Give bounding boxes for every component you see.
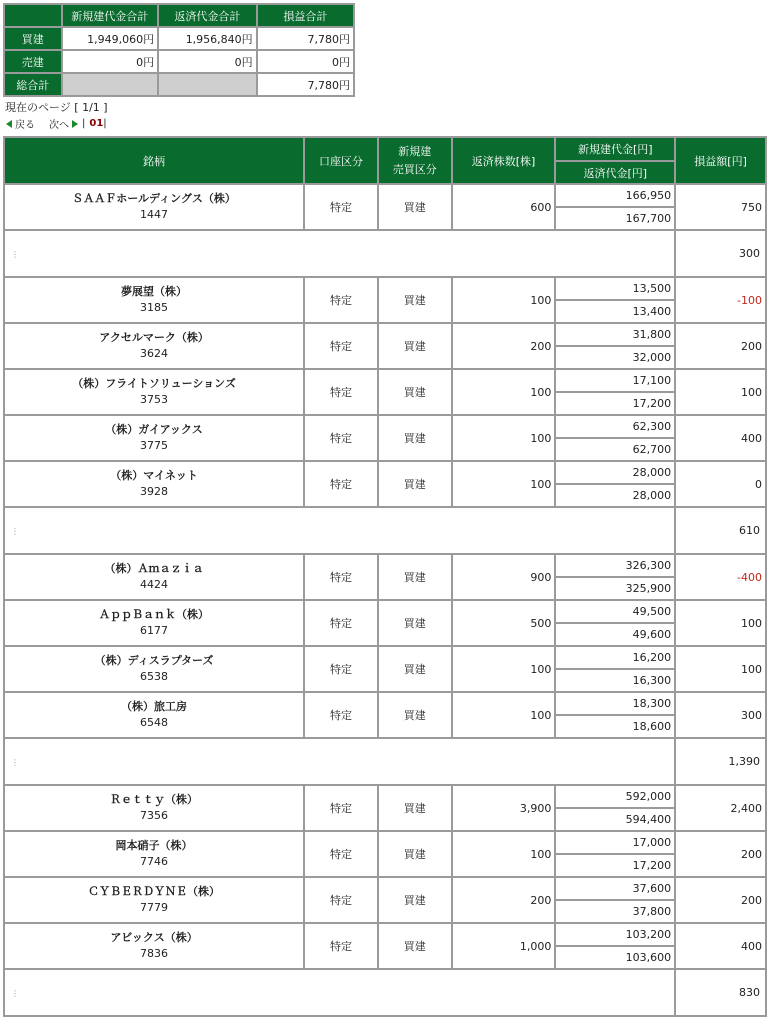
trade-type: 買建: [378, 415, 452, 461]
new-amount: 13,500: [555, 277, 675, 300]
repay-amount: 32,000: [555, 346, 675, 369]
profit-loss: 100: [675, 646, 766, 692]
stock-name[interactable]: （株）Ａｍａｚｉａ: [104, 562, 204, 575]
new-amount: 31,800: [555, 323, 675, 346]
stock-name-cell: [4, 277, 304, 323]
pager: [6, 116, 107, 131]
table-row: [4, 184, 766, 207]
stock-name[interactable]: （株）マイネット: [110, 469, 198, 482]
stock-name-cell: [4, 923, 304, 969]
repay-amount: 28,000: [555, 484, 675, 507]
subtotal-marker: ⋮: [11, 527, 19, 536]
trade-type: 買建: [378, 369, 452, 415]
return-shares: 3,900: [452, 785, 556, 831]
stock-name-cell: [4, 415, 304, 461]
pager-separator: |: [82, 118, 86, 129]
page-link-01[interactable]: 01: [89, 118, 104, 129]
return-shares: 200: [452, 877, 556, 923]
header-new-amount: 新規建代金[円]: [555, 137, 675, 161]
stock-code: 1447: [140, 208, 169, 221]
new-amount: 16,200: [555, 646, 675, 669]
new-amount: 166,950: [555, 184, 675, 207]
stock-name-cell: [4, 692, 304, 738]
repay-amount: 17,200: [555, 392, 675, 415]
repay-amount: 13,400: [555, 300, 675, 323]
summary-corner: [4, 4, 62, 27]
stock-code: 7746: [140, 855, 169, 868]
trade-type: 買建: [378, 277, 452, 323]
profit-loss: 2,400: [675, 785, 766, 831]
account-type: 特定: [304, 461, 378, 507]
stock-code: 3185: [140, 301, 169, 314]
account-type: 特定: [304, 277, 378, 323]
header-name: 銘柄: [4, 137, 304, 184]
subtotal-marker: ⋮: [11, 758, 19, 767]
stock-name[interactable]: （株）フライトソリューションズ: [72, 377, 236, 390]
account-type: 特定: [304, 646, 378, 692]
stock-name[interactable]: Ｒｅｔｔｙ（株）: [110, 793, 199, 806]
stock-name[interactable]: アクセルマーク（株）: [99, 331, 209, 344]
stock-code: 6548: [140, 716, 169, 729]
summary-label-buy: 買建: [4, 27, 62, 50]
stock-code: 3753: [140, 393, 169, 406]
repay-amount: 62,700: [555, 438, 675, 461]
stock-name-cell: [4, 184, 304, 230]
table-header-row-1: [4, 137, 766, 161]
summary-sell-new: 0円: [62, 50, 159, 73]
repay-amount: 18,600: [555, 715, 675, 738]
table-row: [4, 554, 766, 577]
account-type: 特定: [304, 877, 378, 923]
subtotal-row: [4, 969, 766, 1016]
return-shares: 100: [452, 692, 556, 738]
repay-amount: 49,600: [555, 623, 675, 646]
new-amount: 326,300: [555, 554, 675, 577]
subtotal-row: [4, 738, 766, 785]
stock-name[interactable]: 岡本硝子（株）: [115, 839, 193, 852]
account-type: 特定: [304, 923, 378, 969]
stock-name-cell: [4, 877, 304, 923]
summary-sell-repay: 0円: [158, 50, 257, 73]
summary-header-new: 新規建代金合計: [62, 4, 159, 27]
table-row: [4, 877, 766, 900]
new-amount: 18,300: [555, 692, 675, 715]
stock-name-cell: [4, 323, 304, 369]
account-type: 特定: [304, 600, 378, 646]
stock-name-cell: [4, 831, 304, 877]
new-amount: 37,600: [555, 877, 675, 900]
trade-type: 買建: [378, 184, 452, 230]
table-row: [4, 923, 766, 946]
return-shares: 500: [452, 600, 556, 646]
stock-code: 7779: [140, 901, 169, 914]
table-row: [4, 461, 766, 484]
subtotal-row: [4, 230, 766, 277]
profit-loss: 400: [675, 415, 766, 461]
account-type: 特定: [304, 831, 378, 877]
new-amount: 17,000: [555, 831, 675, 854]
summary-label-total: 総合計: [4, 73, 62, 96]
positions-table: [3, 136, 767, 1017]
account-type: 特定: [304, 184, 378, 230]
profit-loss: 200: [675, 831, 766, 877]
trade-type: 買建: [378, 461, 452, 507]
stock-name[interactable]: （株）ディスラプターズ: [94, 654, 214, 667]
header-repay-amount: 返済代金[円]: [555, 161, 675, 184]
subtotal-pl: 610: [675, 507, 766, 554]
profit-loss: 300: [675, 692, 766, 738]
table-row: [4, 415, 766, 438]
table-row: [4, 831, 766, 854]
summary-header-pl: 損益合計: [257, 4, 354, 27]
pager-separator-end: |: [103, 118, 107, 129]
repay-amount: 325,900: [555, 577, 675, 600]
return-shares: 100: [452, 369, 556, 415]
profit-loss: 0: [675, 461, 766, 507]
return-shares: 1,000: [452, 923, 556, 969]
summary-row-sell: [4, 50, 354, 73]
stock-code: 3624: [140, 347, 169, 360]
stock-name[interactable]: アビックス（株）: [110, 931, 198, 944]
table-row: [4, 323, 766, 346]
profit-loss: 100: [675, 600, 766, 646]
summary-buy-new: 1,949,060円: [62, 27, 159, 50]
table-row: [4, 600, 766, 623]
account-type: 特定: [304, 785, 378, 831]
stock-name[interactable]: （株）旅工房: [121, 700, 188, 713]
stock-name-cell: [4, 554, 304, 600]
prev-link[interactable]: 戻る: [15, 120, 35, 131]
subtotal-marker: ⋮: [11, 989, 19, 998]
stock-name[interactable]: ＣＹＢＥＲＤＹＮＥ（株）: [88, 885, 221, 898]
subtotal-blank: [4, 969, 675, 1016]
account-type: 特定: [304, 369, 378, 415]
stock-name[interactable]: ＳＡＡＦホールディングス（株）: [72, 192, 236, 205]
summary-label-sell: 売建: [4, 50, 62, 73]
trade-type: 買建: [378, 692, 452, 738]
return-shares: 100: [452, 831, 556, 877]
table-row: [4, 277, 766, 300]
table-row: [4, 369, 766, 392]
profit-loss: 750: [675, 184, 766, 230]
current-page-indicator: 現在のページ [ 1/1 ]: [5, 101, 108, 114]
summary-header-row: [4, 4, 354, 27]
subtotal-marker: ⋮: [11, 250, 19, 259]
stock-name[interactable]: （株）ガイアックス: [105, 423, 203, 436]
profit-loss: 400: [675, 923, 766, 969]
new-amount: 592,000: [555, 785, 675, 808]
next-link[interactable]: 次へ: [49, 120, 69, 131]
subtotal-pl: 1,390: [675, 738, 766, 785]
summary-row-total: [4, 73, 354, 96]
subtotal-row: [4, 507, 766, 554]
subtotal-blank: [4, 507, 675, 554]
trade-type: 買建: [378, 600, 452, 646]
summary-buy-repay: 1,956,840円: [158, 27, 257, 50]
return-shares: 100: [452, 415, 556, 461]
summary-buy-pl: 7,780円: [257, 27, 354, 50]
return-shares: 900: [452, 554, 556, 600]
stock-code: 7836: [140, 947, 169, 960]
return-shares: 200: [452, 323, 556, 369]
profit-loss: -400: [675, 554, 766, 600]
subtotal-pl: 300: [675, 230, 766, 277]
stock-name-cell: [4, 369, 304, 415]
repay-amount: 103,600: [555, 946, 675, 969]
stock-code: 3928: [140, 485, 169, 498]
return-shares: 100: [452, 461, 556, 507]
subtotal-blank: [4, 230, 675, 277]
triangle-right-icon: [72, 120, 78, 128]
stock-code: 4424: [140, 578, 169, 591]
stock-code: 7356: [140, 809, 169, 822]
summary-row-buy: [4, 27, 354, 50]
stock-name-cell: [4, 785, 304, 831]
stock-code: 6177: [140, 624, 169, 637]
repay-amount: 17,200: [555, 854, 675, 877]
trade-type: 買建: [378, 554, 452, 600]
trade-type: 買建: [378, 877, 452, 923]
trade-type: 買建: [378, 831, 452, 877]
account-type: 特定: [304, 415, 378, 461]
triangle-left-icon: [6, 120, 12, 128]
stock-name-cell: [4, 600, 304, 646]
new-amount: 62,300: [555, 415, 675, 438]
stock-name[interactable]: ＡｐｐＢａｎｋ（株）: [99, 608, 210, 621]
subtotal-blank: [4, 738, 675, 785]
new-amount: 17,100: [555, 369, 675, 392]
repay-amount: 16,300: [555, 669, 675, 692]
new-amount: 49,500: [555, 600, 675, 623]
repay-amount: 594,400: [555, 808, 675, 831]
stock-name[interactable]: 夢展望（株）: [121, 285, 188, 298]
stock-name-cell: [4, 461, 304, 507]
stock-name-cell: [4, 646, 304, 692]
header-trade-type: 新規建 売買区分: [378, 137, 452, 184]
summary-total-blank-1: [62, 73, 159, 96]
trade-type: 買建: [378, 785, 452, 831]
return-shares: 100: [452, 277, 556, 323]
header-account: 口座区分: [304, 137, 378, 184]
trade-type: 買建: [378, 923, 452, 969]
profit-loss: 100: [675, 369, 766, 415]
new-amount: 103,200: [555, 923, 675, 946]
summary-sell-pl: 0円: [257, 50, 354, 73]
return-shares: 600: [452, 184, 556, 230]
header-shares: 返済株数[株]: [452, 137, 556, 184]
profit-loss: 200: [675, 323, 766, 369]
header-pl: 損益額[円]: [675, 137, 766, 184]
trade-type: 買建: [378, 323, 452, 369]
summary-total-pl: 7,780円: [257, 73, 354, 96]
profit-loss: -100: [675, 277, 766, 323]
account-type: 特定: [304, 323, 378, 369]
subtotal-pl: 830: [675, 969, 766, 1016]
account-type: 特定: [304, 692, 378, 738]
account-type: 特定: [304, 554, 378, 600]
summary-total-blank-2: [158, 73, 257, 96]
summary-table: [3, 3, 355, 97]
profit-loss: 200: [675, 877, 766, 923]
stock-code: 3775: [140, 439, 169, 452]
trade-type: 買建: [378, 646, 452, 692]
return-shares: 100: [452, 646, 556, 692]
summary-header-repay: 返済代金合計: [158, 4, 257, 27]
table-row: [4, 692, 766, 715]
new-amount: 28,000: [555, 461, 675, 484]
repay-amount: 167,700: [555, 207, 675, 230]
stock-code: 6538: [140, 670, 169, 683]
repay-amount: 37,800: [555, 900, 675, 923]
table-row: [4, 785, 766, 808]
table-row: [4, 646, 766, 669]
